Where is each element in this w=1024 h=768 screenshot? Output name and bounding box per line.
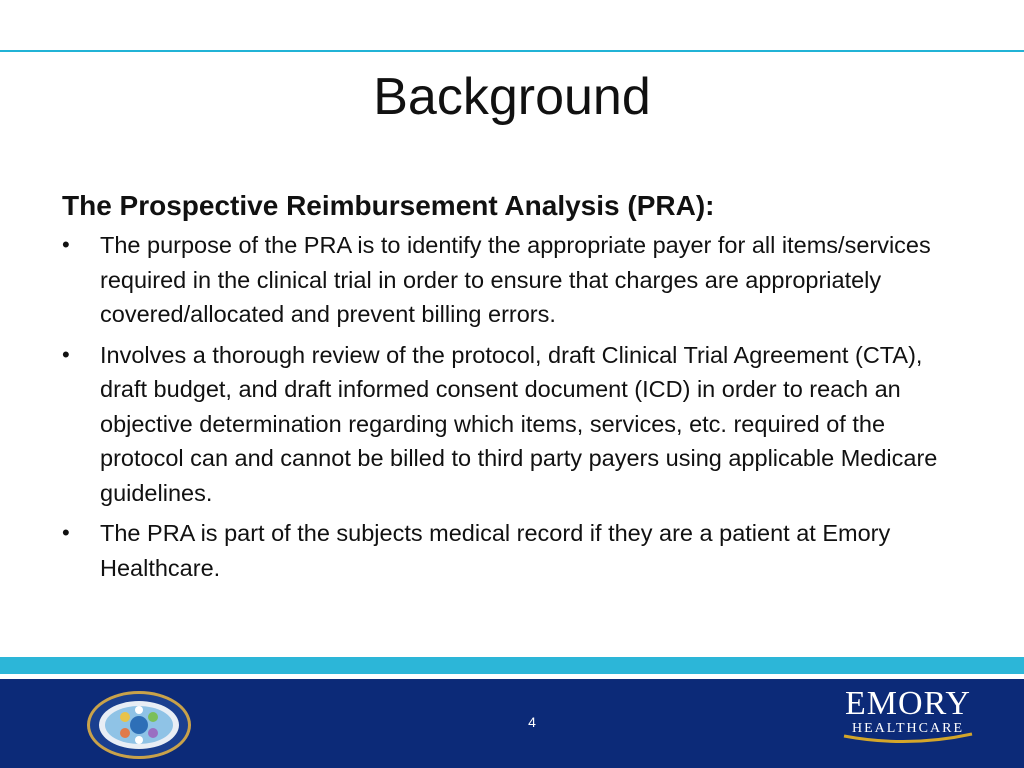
footer-accent-band	[0, 657, 1024, 674]
header-divider	[0, 50, 1024, 52]
bullet-item	[62, 516, 962, 585]
logo-wordmark-top: EMORY	[845, 685, 971, 722]
bullet-icon: •	[62, 341, 70, 367]
page-number: 4	[528, 714, 536, 730]
logo-swoosh-icon	[838, 732, 978, 746]
section-heading: The Prospective Reimbursement Analysis (PRA):	[62, 190, 715, 221]
bullet-text: The purpose of the PRA is to identify the appropriate payer for all items/services required in the clinical trial in order to ensure that charges are appropriately covered/allocated and prevent billing errors.	[100, 232, 931, 327]
bullet-item	[62, 338, 962, 511]
slide-title: Background	[373, 68, 651, 126]
bullet-icon: •	[62, 520, 70, 545]
bullet-item	[62, 228, 962, 332]
slide-body	[62, 186, 962, 591]
bullet-text: The PRA is part of the subjects medical record if they are a patient at Emory Healthcare.	[100, 520, 891, 581]
bullet-icon: •	[62, 232, 70, 257]
bullet-text: Involves a thorough review of the protocol, draft Clinical Trial Agreement (CTA), draft budget, and draft informed consent document (ICD) in order to reach an objective determination regarding which items, services, etc. required of the protocol can and cannot be billed to third party payers using applicable Medicare guidelines.	[100, 341, 938, 506]
emory-healthcare-logo	[838, 686, 978, 756]
organization-seal-icon	[86, 690, 192, 760]
logo-wordmark-bottom: HEALTHCARE	[851, 721, 965, 736]
bullet-list	[62, 228, 962, 585]
